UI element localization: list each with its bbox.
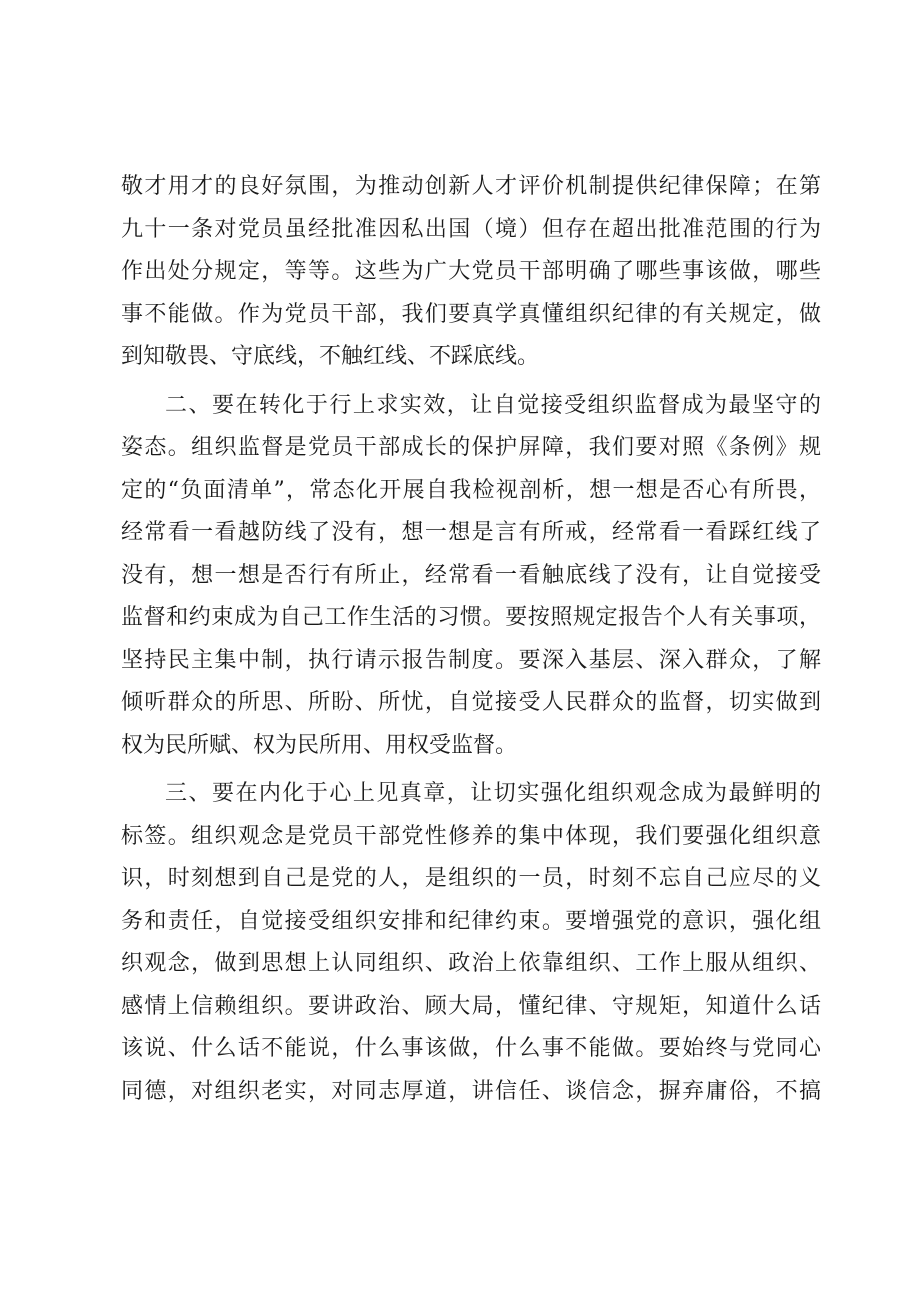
paragraph-3 [121,773,821,1113]
text-line: 姿态。组织监督是党员干部成长的保护屏障，我们要对照《条例》规 [121,435,821,460]
text-line: 识，时刻想到自己是党的人，是组织的一员，时刻不忘自己应尽的义 [121,866,821,891]
paragraph-1 [121,166,821,379]
text-line: 没有，想一想是否行有所止，经常看一看触底线了没有，让自觉接受 [121,562,821,588]
text-line: 感情上信赖组织。要讲政治、顾大局，懂纪律、守规矩，知道什么话 [121,993,821,1019]
text-line: 务和责任，自觉接受组织安排和纪律约束。要增强党的意识，强化组 [121,908,821,934]
text-line: 事不能做。作为党员干部，我们要真学真懂组织纪律的有关规定，做 [121,301,821,327]
text-line: 作出处分规定，等等。这些为广大党员干部明确了哪些事该做，哪些 [121,259,821,284]
paragraph-2 [121,385,821,768]
text-line: 经常看一看越防线了没有，想一想是言有所戒，经常看一看踩红线了 [121,520,821,545]
text-line: 织观念，做到思想上认同组织、政治上依靠组织、工作上服从组织、 [121,951,821,976]
text-line: 九十一条对党员虽经批准因私出国（境）但存在超出批准范围的行为 [121,216,821,242]
text-line: 权为民所赋、权为民所用、用权受监督。 [121,732,518,758]
text-line: 倾听群众的所思、所盼、所忧，自觉接受人民群众的监督，切实做到 [121,690,821,715]
text-line: 同德，对组织老实，对同志厚道，讲信任、谈信念，摒弃庸俗，不搞 [121,1078,821,1104]
text-line: 二、要在转化于行上求实效，让自觉接受组织监督成为最坚守的 [165,392,821,418]
text-line: 到知敬畏、守底线，不触红线、不踩底线。 [121,344,540,369]
text-line: 敬才用才的良好氛围，为推动创新人才评价机制提供纪律保障；在第 [121,174,821,199]
text-line: 监督和约束成为自己工作生活的习惯。要按照规定报告个人有关事项， [121,605,821,630]
text-line: 坚持民主集中制，执行请示报告制度。要深入基层、深入群众，了解 [121,647,821,673]
text-line: 标签。组织观念是党员干部党性修养的集中体现，我们要强化组织意 [121,823,821,849]
text-line: 该说、什么话不能说，什么事该做，什么事不能做。要始终与党同心 [121,1036,821,1061]
text-line: 定的“负面清单”，常态化开展自我检视剖析，想一想是否心有所畏， [121,477,821,503]
document-body [121,166,821,1113]
text-line: 三、要在内化于心上见真章，让切实强化组织观念成为最鲜明的 [165,781,821,806]
